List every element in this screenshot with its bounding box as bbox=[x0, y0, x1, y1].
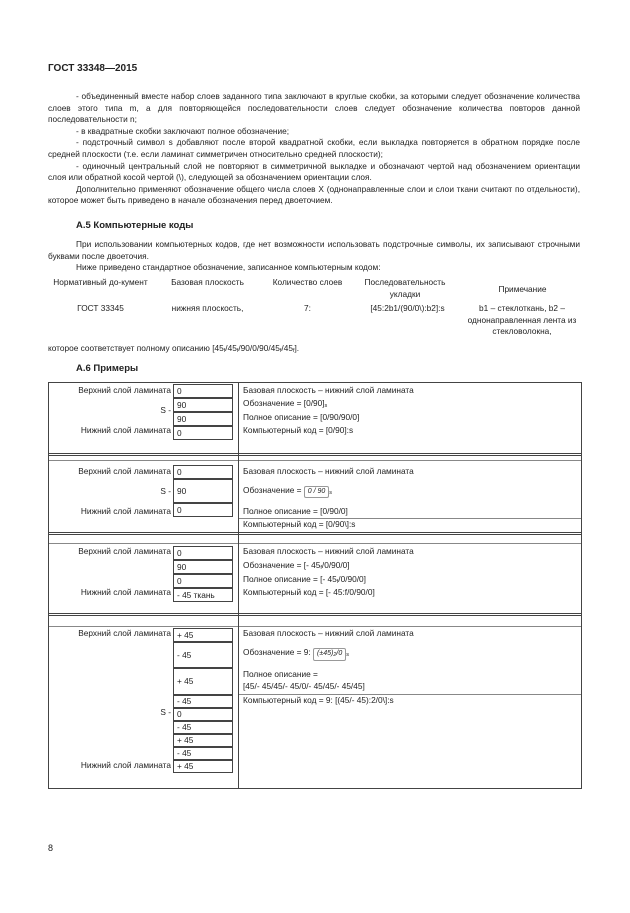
layer-cell: + 45 bbox=[173, 668, 233, 695]
layer-cell: - 45 bbox=[173, 747, 233, 760]
lower-layer-label: Нижний слой ламината bbox=[80, 506, 171, 516]
upper-layer-label: Верхний слой ламината bbox=[78, 628, 171, 638]
example-1-description bbox=[238, 383, 581, 455]
table-cell-normative: ГОСТ 33345 bbox=[77, 303, 124, 313]
intro-paragraph: - одиночный центральный слой не повторяют в симметричной выкладке и обозначают чертой над обозначением ориентации слоя или обратной косой чертой (\), следующей за обозначением ориентации слоя. bbox=[48, 160, 580, 183]
table-header-note: Примечание bbox=[498, 284, 547, 294]
example-2-description bbox=[238, 454, 581, 534]
intro-paragraph: - объединенный вместе набор слоев заданного типа заключают в круглые скобки, за которыми следует обозначение количества слоев этого типа m, а для повторяющейся последовательности слоев следует обозначение количества повторов данной последовательности n; bbox=[48, 91, 580, 125]
layer-cell: 0 bbox=[173, 546, 233, 560]
layer-cell: 90 bbox=[173, 412, 233, 426]
divider bbox=[239, 460, 581, 461]
lower-layer-label: Нижний слой ламината bbox=[80, 587, 171, 597]
example-1 bbox=[48, 382, 582, 456]
layer-cell: + 45 bbox=[173, 760, 233, 773]
layer-cell: + 45 bbox=[173, 734, 233, 747]
document-header: ГОСТ 33348—2015 bbox=[48, 63, 138, 74]
s-label: S - bbox=[160, 707, 171, 717]
designation-text: Обозначение = [- 45f/0/90/0] bbox=[243, 560, 350, 571]
table-header-normative: Нормативный до-кумент bbox=[53, 277, 148, 287]
divider bbox=[239, 543, 581, 544]
designation-formula: 0 / 90 bbox=[304, 486, 330, 498]
designation-text: Обозначение = 9: (±45)2/0 s bbox=[243, 647, 349, 661]
full-description-text: Полное описание = [0/90/0] bbox=[243, 506, 348, 516]
designation-formula: (±45)2/0 bbox=[313, 648, 346, 661]
example-2 bbox=[48, 453, 582, 535]
intro-paragraph: - в квадратные скобки заключают полное обозначение; bbox=[76, 125, 290, 136]
intro-text bbox=[48, 91, 580, 207]
layer-cell: - 45 bbox=[173, 642, 233, 668]
full-description-text: Полное описание = [0/90/90/0] bbox=[243, 412, 360, 422]
layer-cell: + 45 bbox=[173, 628, 233, 642]
base-plane-text: Базовая плоскость – нижний слой ламината bbox=[243, 466, 414, 476]
layer-cell: 0 bbox=[173, 574, 233, 588]
table-cell-count: 7: bbox=[304, 303, 311, 313]
computer-code-text: Компьютерный код = [- 45:f/0/90/0] bbox=[243, 587, 375, 597]
layer-cell: 0 bbox=[173, 426, 233, 440]
computer-code-text: Компьютерный код = [0/90]:s bbox=[243, 425, 354, 435]
table-header-sequence: Последовательность укладки bbox=[364, 277, 446, 299]
s-label: S - bbox=[160, 486, 171, 496]
layer-cell: 90 bbox=[173, 398, 233, 412]
full-description-text: Полное описание = [- 45f/0/90/0] bbox=[243, 574, 366, 585]
layer-cell: 90 bbox=[173, 479, 233, 503]
table-cell-note: b1 – стеклоткань, b2 – однонаправленная лента из стекловолокна, bbox=[467, 303, 577, 337]
layer-cell: 0 bbox=[173, 384, 233, 398]
section-a6-title: А.6 Примеры bbox=[76, 363, 139, 374]
divider bbox=[49, 543, 238, 544]
upper-layer-label: Верхний слой ламината bbox=[78, 546, 171, 556]
layer-cell: - 45 bbox=[173, 695, 233, 708]
a5-paragraph: При использовании компьютерных кодов, где нет возможности использовать подстрочные символы, их записывают строчными буквами после двоеточия. bbox=[48, 239, 580, 261]
section-a5-title: А.5 Компьютерные коды bbox=[76, 220, 194, 231]
a5-paragraph: Ниже приведено стандартное обозначение, записанное компьютерным кодом: bbox=[76, 262, 381, 273]
example-4-description bbox=[238, 614, 581, 788]
computer-code-text: Компьютерный код = 9: [(45/- 45):2/0\]:s bbox=[243, 695, 394, 705]
layer-cell: - 45 bbox=[173, 721, 233, 734]
intro-paragraph: Дополнительно применяют обозначение общего числа слоев X (однонаправленные слои и слои ткани считают по отдельности), которое может быть приведено в начале обозначения перед двоеточием. bbox=[48, 183, 580, 206]
table-cell-base: нижняя плоскость, bbox=[171, 303, 244, 313]
layer-cell: 0 bbox=[173, 503, 233, 517]
upper-layer-label: Верхний слой ламината bbox=[78, 385, 171, 395]
intro-paragraph: - подстрочный символ s добавляют после второй квадратной скобки, если выкладка повторяется в обратном порядке после средней плоскости (т.е. если ламинат симметричен относительно средней плоскости); bbox=[48, 137, 580, 160]
lower-layer-label: Нижний слой ламината bbox=[80, 760, 171, 770]
layer-cell: 0 bbox=[173, 465, 233, 479]
section-a5-text bbox=[48, 239, 580, 274]
designation-text: Обозначение = [0/90]s bbox=[243, 398, 328, 409]
full-description-text: [45/- 45/45/- 45/0/- 45/45/- 45/45] bbox=[243, 681, 365, 691]
divider bbox=[239, 626, 581, 627]
table-cell-sequence: [45:2b1/(90/0\):b2]:s bbox=[370, 303, 445, 313]
base-plane-text: Базовая плоскость – нижний слой ламината bbox=[243, 628, 414, 638]
full-description-label: Полное описание = bbox=[243, 669, 318, 679]
base-plane-text: Базовая плоскость – нижний слой ламината bbox=[243, 385, 414, 395]
table-header-count: Количество слоев bbox=[272, 277, 343, 287]
divider bbox=[49, 460, 238, 461]
example-4 bbox=[48, 613, 582, 789]
base-plane-text: Базовая плоскость – нижний слой ламината bbox=[243, 546, 414, 556]
computer-code-text: Компьютерный код = [0/90\]:s bbox=[243, 519, 356, 529]
example-3-description bbox=[238, 533, 581, 615]
layer-cell: - 45 ткань bbox=[173, 588, 233, 602]
layer-cell: 0 bbox=[173, 708, 233, 721]
layer-cell: 90 bbox=[173, 560, 233, 574]
a5-closing-line: которое соответствует полному описанию [45f/45f/90/0/90/45f/45f]. bbox=[48, 343, 300, 354]
s-label: S - bbox=[160, 405, 171, 415]
table-header-base: Базовая плоскость bbox=[171, 277, 244, 287]
example-3 bbox=[48, 532, 582, 616]
page-number: 8 bbox=[48, 843, 54, 853]
lower-layer-label: Нижний слой ламината bbox=[80, 425, 171, 435]
designation-text: Обозначение = 0 / 90 s bbox=[243, 485, 333, 496]
upper-layer-label: Верхний слой ламината bbox=[78, 466, 171, 476]
divider bbox=[49, 626, 238, 627]
